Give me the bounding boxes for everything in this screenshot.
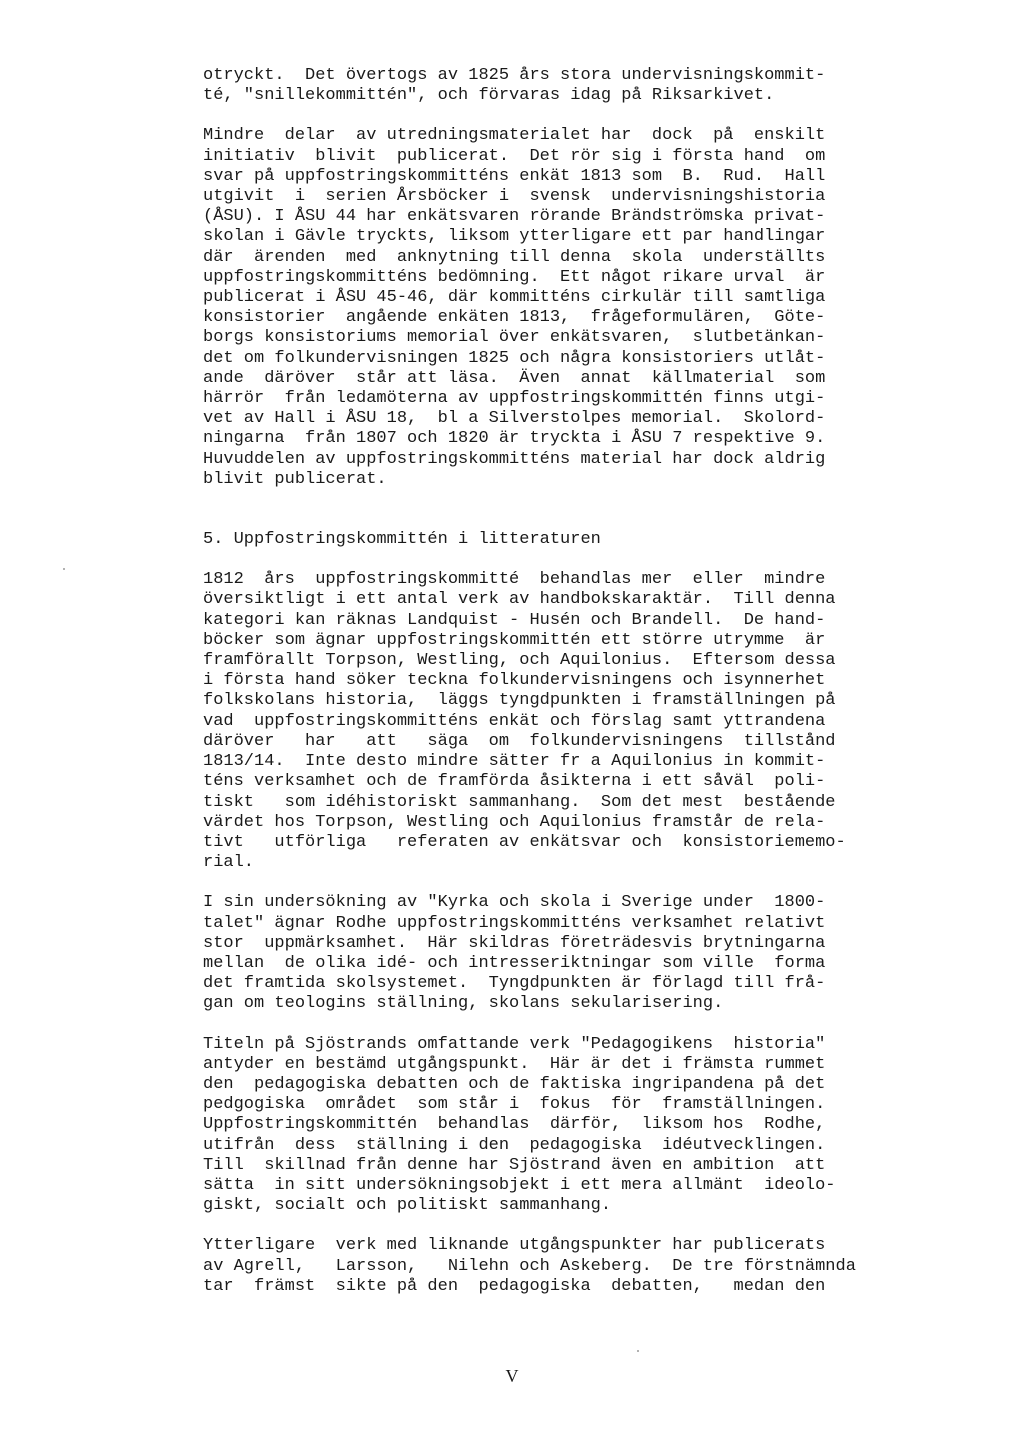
text-line: téns verksamhet och de framförda åsikterna i ett såväl poli-: [203, 772, 826, 792]
text-line: det framtida skolsystemet. Tyngdpunkten är förlagd till frå-: [203, 974, 826, 994]
text-line: konsistorier angående enkäten 1813, frågeformulären, Göte-: [203, 308, 826, 328]
section-heading: 5. Uppfostringskommittén i litteraturen: [203, 530, 601, 550]
text-line: (ÅSU). I ÅSU 44 har enkätsvaren rörande Brändströmska privat-: [203, 207, 826, 227]
paragraph: [203, 1035, 839, 1217]
text-line: det om folkundervisningen 1825 och några konsistoriers utlåt-: [203, 348, 826, 368]
paragraph: [203, 893, 839, 1014]
text-line: kategori kan räknas Landquist - Husén och Brandell. De hand-: [203, 610, 826, 630]
text-line: gan om teologins ställning, skolans sekularisering.: [203, 994, 724, 1014]
text-line: antyder en bestämd utgångspunkt. Här är det i främsta rummet: [203, 1054, 826, 1074]
page-number: V: [505, 1366, 519, 1386]
paragraph: [203, 66, 839, 106]
text-line: mellan de olika idé- och intresseriktningar som ville forma: [203, 953, 826, 973]
text-line: värdet hos Torpson, Westling och Aquilonius framstår de rela-: [203, 812, 826, 832]
text-line: tivt utförliga referaten av enkätsvar och konsistoriememo-: [203, 832, 846, 852]
text-line: tiskt som idéhistoriskt sammanhang. Som det mest bestående: [203, 792, 836, 812]
text-line: publicerat i ÅSU 45-46, där kommitténs cirkulär till samtliga: [203, 288, 826, 308]
paragraph: [203, 570, 846, 873]
text-line: böcker som ägnar uppfostringskommittén ett större utrymme är: [203, 630, 826, 650]
text-line: uppfostringskommitténs bedömning. Ett något rikare urval är: [203, 267, 826, 287]
body-text: [203, 66, 856, 1297]
text-line: skolan i Gävle tryckts, liksom ytterligare ett par handlingar: [203, 227, 826, 247]
text-line: av Agrell, Larsson, Nilehn och Askeberg. De tre förstnämnda: [203, 1256, 856, 1276]
text-line: utifrån dess ställning i den pedagogiska idéutvecklingen.: [203, 1135, 826, 1155]
text-line: borgs konsistoriums memorial över enkätsvaren, slutbetänkan-: [203, 328, 826, 348]
scan-speck: [637, 1350, 639, 1352]
text-line: Ytterligare verk med liknande utgångspunkter har publicerats: [203, 1236, 826, 1256]
text-line: ande däröver står att läsa. Även annat källmaterial som: [203, 368, 826, 388]
text-line: översiktligt i ett antal verk av handbokskaraktär. Till denna: [203, 590, 836, 610]
text-line: Titeln på Sjöstrands omfattande verk "Pedagogikens historia": [203, 1034, 826, 1054]
text-line: initiativ blivit publicerat. Det rör sig i första hand om: [203, 146, 826, 166]
text-line: ningarna från 1807 och 1820 är tryckta i ÅSU 7 respektive 9.: [203, 429, 826, 449]
paragraph: [203, 1236, 856, 1297]
text-line: svar på uppfostringskommitténs enkät 1813 som B. Rud. Hall: [203, 166, 826, 186]
text-line: utgivit i serien Årsböcker i svensk undervisningshistoria: [203, 187, 826, 207]
scan-speck: [63, 568, 65, 570]
text-line: rial.: [203, 853, 255, 873]
text-line: där ärenden med anknytning till denna skola underställts: [203, 247, 826, 267]
text-line: vad uppfostringskommitténs enkät och förslag samt yttrandena: [203, 711, 826, 731]
text-line: Mindre delar av utredningsmaterialet har dock på enskilt: [203, 126, 826, 146]
text-line: Uppfostringskommittén behandlas därför, liksom hos Rodhe,: [203, 1115, 826, 1135]
text-line: folkskolans historia, läggs tyngdpunkten i framställningen på: [203, 691, 836, 711]
text-line: härrör från ledamöterna av uppfostringskommittén finns utgi-: [203, 389, 826, 409]
text-line: däröver har att säga om folkundervisningens tillstånd: [203, 731, 836, 751]
text-line: tar främst sikte på den pedagogiska debatten, medan den: [203, 1276, 826, 1296]
text-line: talet" ägnar Rodhe uppfostringskommitténs verksamhet relativt: [203, 913, 826, 933]
text-line: otryckt. Det övertogs av 1825 års stora undervisningskommit-: [203, 66, 826, 85]
text-line: pedgogiska området som står i fokus för framställningen.: [203, 1095, 826, 1115]
text-line: 1812 års uppfostringskommitté behandlas mer eller mindre: [203, 570, 826, 590]
text-line: den pedagogiska debatten och de faktiska ingripandena på det: [203, 1074, 826, 1094]
text-line: 1813/14. Inte desto mindre sätter fr a Aquilonius in kommit-: [203, 752, 826, 772]
text-line: Till skillnad från denne har Sjöstrand även en ambition att: [203, 1155, 826, 1175]
text-line: té, "snillekommittén", och förvaras idag på Riksarkivet.: [203, 86, 775, 106]
paragraph: [203, 126, 839, 490]
text-line: sätta in sitt undersökningsobjekt i ett mera allmänt ideolo-: [203, 1175, 836, 1195]
text-line: i första hand söker teckna folkundervisningens och isynnerhet: [203, 671, 826, 691]
text-line: Huvuddelen av uppfostringskommitténs material har dock aldrig: [203, 449, 826, 469]
text-line: I sin undersökning av "Kyrka och skola i Sverige under 1800-: [203, 893, 826, 913]
text-line: blivit publicerat.: [203, 469, 387, 489]
text-line: stor uppmärksamhet. Här skildras företrädesvis brytningarna: [203, 933, 826, 953]
text-line: framförallt Torpson, Westling, och Aquilonius. Eftersom dessa: [203, 651, 836, 671]
text-line: giskt, socialt och politiskt sammanhang.: [203, 1196, 612, 1216]
text-line: vet av Hall i ÅSU 18, bl a Silverstolpes memorial. Skolord-: [203, 409, 826, 429]
